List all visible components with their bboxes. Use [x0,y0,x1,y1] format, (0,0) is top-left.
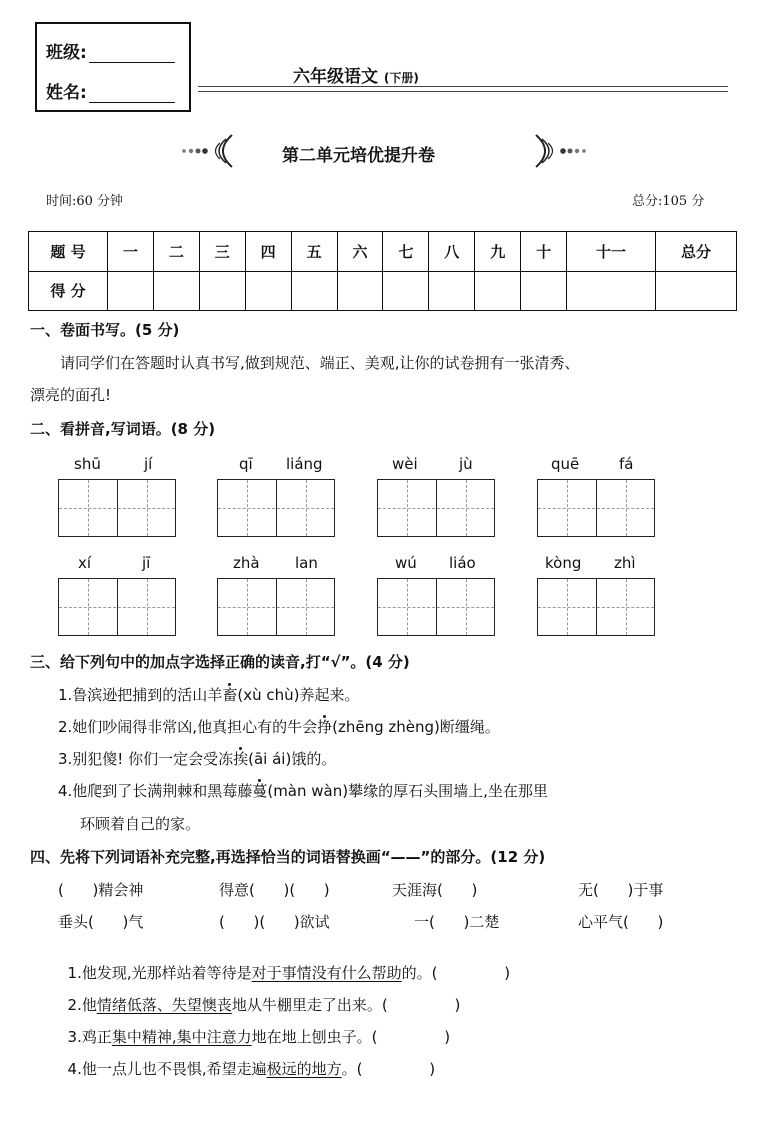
left-ornament-icon [180,131,240,169]
score-entry-cell[interactable] [475,271,521,311]
question-text: 3.别犯傻! 你们一定会受冻 [58,750,234,768]
score-entry-cell[interactable] [383,271,429,311]
table-cell: 六 [337,232,383,272]
writing-grid[interactable] [537,479,655,537]
sentence-text: 3.鸡正 [67,1028,112,1046]
score-table-header-row [29,232,737,272]
pronunciation-options[interactable]: (āi ái)饿的。 [248,750,337,768]
section1-heading: 一、卷面书写。(5 分) [30,321,180,339]
pinyin: liáo [449,554,476,572]
name-input-line[interactable] [89,86,175,103]
header-rule-bottom [198,91,728,92]
class-field[interactable] [46,38,175,63]
unit-title: 第二单元培优提升卷 [282,146,435,166]
subject-title [293,62,419,87]
class-input-line[interactable] [89,46,175,63]
time-limit: 时间:60 分钟 [46,194,124,209]
table-cell: 四 [245,232,291,272]
name-field[interactable] [46,78,175,103]
table-cell: 七 [383,232,429,272]
score-table-score-row [29,271,737,311]
pinyin: zhì [614,554,636,572]
pronunciation-options[interactable]: (zhēng zhèng)断缰绳。 [332,718,500,736]
idiom-fill[interactable]: 得意( )( ) [219,881,330,899]
table-cell: 十一 [567,232,656,272]
idiom-fill[interactable]: 心平气( ) [578,913,664,931]
pinyin: qī [239,455,253,473]
underlined-phrase: 对于事情没有什么帮助 [251,964,402,982]
idiom-fill[interactable]: ( )( )欲试 [219,913,330,931]
pinyin: fá [619,455,634,473]
sentence-text: 1.他发现,光那样站着等待是 [67,964,252,982]
header-rule-top [198,86,728,87]
table-cell: 总分 [656,232,737,272]
score-entry-cell[interactable] [521,271,567,311]
pinyin: shū [74,455,101,473]
writing-grid[interactable] [58,578,176,636]
pinyin: quē [551,455,580,473]
idiom-fill[interactable]: 垂头( )气 [58,913,144,931]
writing-grid[interactable] [377,479,495,537]
sentence-text: 2.他 [67,996,97,1014]
pinyin: xí [78,554,92,572]
table-cell: 十 [521,232,567,272]
name-label: 姓名: [46,83,87,103]
score-entry-cell[interactable] [656,271,737,311]
answer-blank[interactable]: ) [437,964,511,982]
idiom-fill[interactable]: 无( )于事 [578,881,664,899]
underlined-phrase: 情绪低落、失望懊丧 [96,996,232,1014]
idiom-fill[interactable]: ( )精会神 [58,881,144,899]
sentence-text: 的。( [401,964,438,982]
question-4 [58,780,548,801]
pinyin: jí [144,455,153,473]
score-entry-cell[interactable] [429,271,475,311]
total-score: 总分:105 分 [632,194,705,209]
writing-grid[interactable] [537,578,655,636]
table-cell: 一 [108,232,154,272]
question-1 [58,684,359,705]
dotted-char: 挨 [233,750,249,768]
pinyin: jù [459,455,473,473]
answer-blank[interactable]: ) [377,1028,451,1046]
answer-blank[interactable]: ) [387,996,461,1014]
volume-label: (下册) [383,71,419,85]
pinyin: wèi [392,455,418,473]
section3-heading: 三、给下列句中的加点字选择正确的读音,打“√”。(4 分) [30,653,410,671]
underlined-phrase: 集中精神,集中注意力 [111,1028,252,1046]
pinyin: liáng [286,455,323,473]
idiom-fill[interactable]: 天涯海( ) [392,881,478,899]
section1-text-line2: 漂亮的面孔! [30,386,112,404]
class-label: 班级: [46,43,87,63]
writing-grid[interactable] [377,578,495,636]
score-entry-cell[interactable] [108,271,154,311]
table-cell: 二 [153,232,199,272]
dotted-char: 挣 [317,718,333,736]
dotted-char: 畜 [222,686,238,704]
score-table [28,231,737,311]
score-entry-cell[interactable] [199,271,245,311]
score-entry-cell[interactable] [153,271,199,311]
right-ornament-icon [528,131,588,169]
idiom-fill[interactable]: 一( )二楚 [414,913,500,931]
pronunciation-options[interactable]: (màn wàn)攀缘的厚石头围墙上,坐在那里 [267,782,548,800]
pinyin: wú [395,554,417,572]
pronunciation-options[interactable]: (xù chù)养起来。 [237,686,360,704]
student-info-box [35,22,191,112]
writing-grid[interactable] [217,578,335,636]
answer-blank[interactable]: ) [362,1060,436,1078]
writing-grid[interactable] [58,479,176,537]
section2-heading: 二、看拼音,写词语。(8 分) [30,420,216,438]
question-text: 4.他爬到了长满荆棘和黑莓藤 [58,782,253,800]
question-4-continued: 环顾着自己的家。 [80,815,201,833]
question-2 [58,716,500,737]
table-cell: 八 [429,232,475,272]
pinyin: kòng [545,554,582,572]
table-cell: 九 [475,232,521,272]
score-entry-cell[interactable] [337,271,383,311]
section1-text-line1: 请同学们在答题时认真书写,做到规范、端正、美观,让你的试卷拥有一张清秀、 [60,354,580,372]
section4-heading: 四、先将下列词语补充完整,再选择恰当的词语替换画“——”的部分。(12 分) [30,848,546,866]
table-cell: 题 号 [29,232,108,272]
question-text: 2.她们吵闹得非常凶,他真担心有的牛会 [58,718,318,736]
table-cell: 得 分 [29,271,108,311]
table-cell: 五 [291,232,337,272]
sentence-text: 4.他一点儿也不畏惧,希望走遍 [67,1060,267,1078]
question-3 [58,748,336,769]
score-entry-cell[interactable] [245,271,291,311]
replace-sentence-4 [58,1040,435,1079]
question-text: 1.鲁滨逊把捕到的活山羊 [58,686,223,704]
sentence-text: 地从牛棚里走了出来。( [231,996,388,1014]
subject-name: 六年级语文 [293,67,378,87]
writing-grid[interactable] [217,479,335,537]
score-entry-cell[interactable] [291,271,337,311]
table-cell: 三 [199,232,245,272]
dotted-char: 蔓 [252,782,268,800]
sentence-text: 地在地上刨虫子。( [251,1028,378,1046]
score-entry-cell[interactable] [567,271,656,311]
underlined-phrase: 极远的地方 [266,1060,342,1078]
pinyin: lan [295,554,318,572]
sentence-text: 。( [341,1060,363,1078]
pinyin: jī [142,554,151,572]
pinyin: zhà [233,554,260,572]
